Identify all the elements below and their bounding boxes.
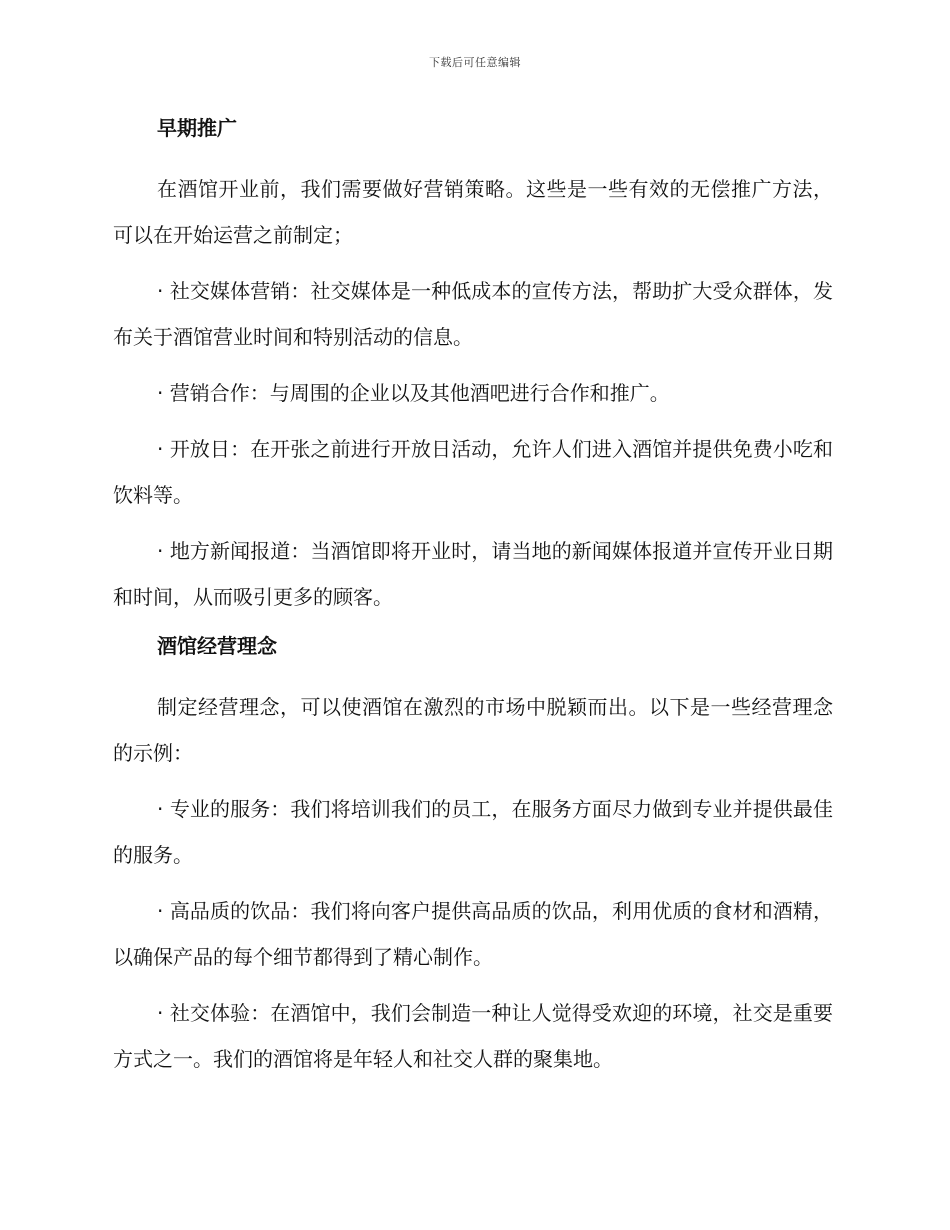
paragraph: 制定经营理念，可以使酒馆在激烈的市场中脱颖而出。以下是一些经营理念的示例： <box>113 695 833 765</box>
section-business-philosophy <box>113 630 833 1082</box>
section-early-promotion <box>113 112 833 620</box>
document-body <box>113 112 833 1092</box>
section-heading: 早期推广 <box>157 116 237 140</box>
paragraph: 在酒馆开业前，我们需要做好营销策略。这些是一些有效的无偿推广方法，可以在开始运营之前制定； <box>113 177 833 247</box>
bullet-item: · 高品质的饮品：我们将向客户提供高品质的饮品，利用优质的食材和酒精，以确保产品的每个细节都得到了精心制作。 <box>113 899 833 969</box>
bullet-item: · 开放日：在开张之前进行开放日活动，允许人们进入酒馆并提供免费小吃和饮料等。 <box>113 437 833 507</box>
bullet-item: · 社交媒体营销：社交媒体是一种低成本的宣传方法，帮助扩大受众群体，发布关于酒馆营业时间和特别活动的信息。 <box>113 279 833 349</box>
section-heading: 酒馆经营理念 <box>157 634 277 658</box>
bullet-item: · 地方新闻报道：当酒馆即将开业时，请当地的新闻媒体报道并宣传开业日期和时间，从而吸引更多的顾客。 <box>113 539 833 609</box>
page-header-note: 下载后可任意编辑 <box>429 56 521 69</box>
bullet-item: · 营销合作：与周围的企业以及其他酒吧进行合作和推广。 <box>157 381 670 405</box>
bullet-item: · 社交体验：在酒馆中，我们会制造一种让人觉得受欢迎的环境，社交是重要方式之一。我们的酒馆将是年轻人和社交人群的聚集地。 <box>113 1001 833 1071</box>
bullet-item: · 专业的服务：我们将培训我们的员工，在服务方面尽力做到专业并提供最佳的服务。 <box>113 797 833 867</box>
